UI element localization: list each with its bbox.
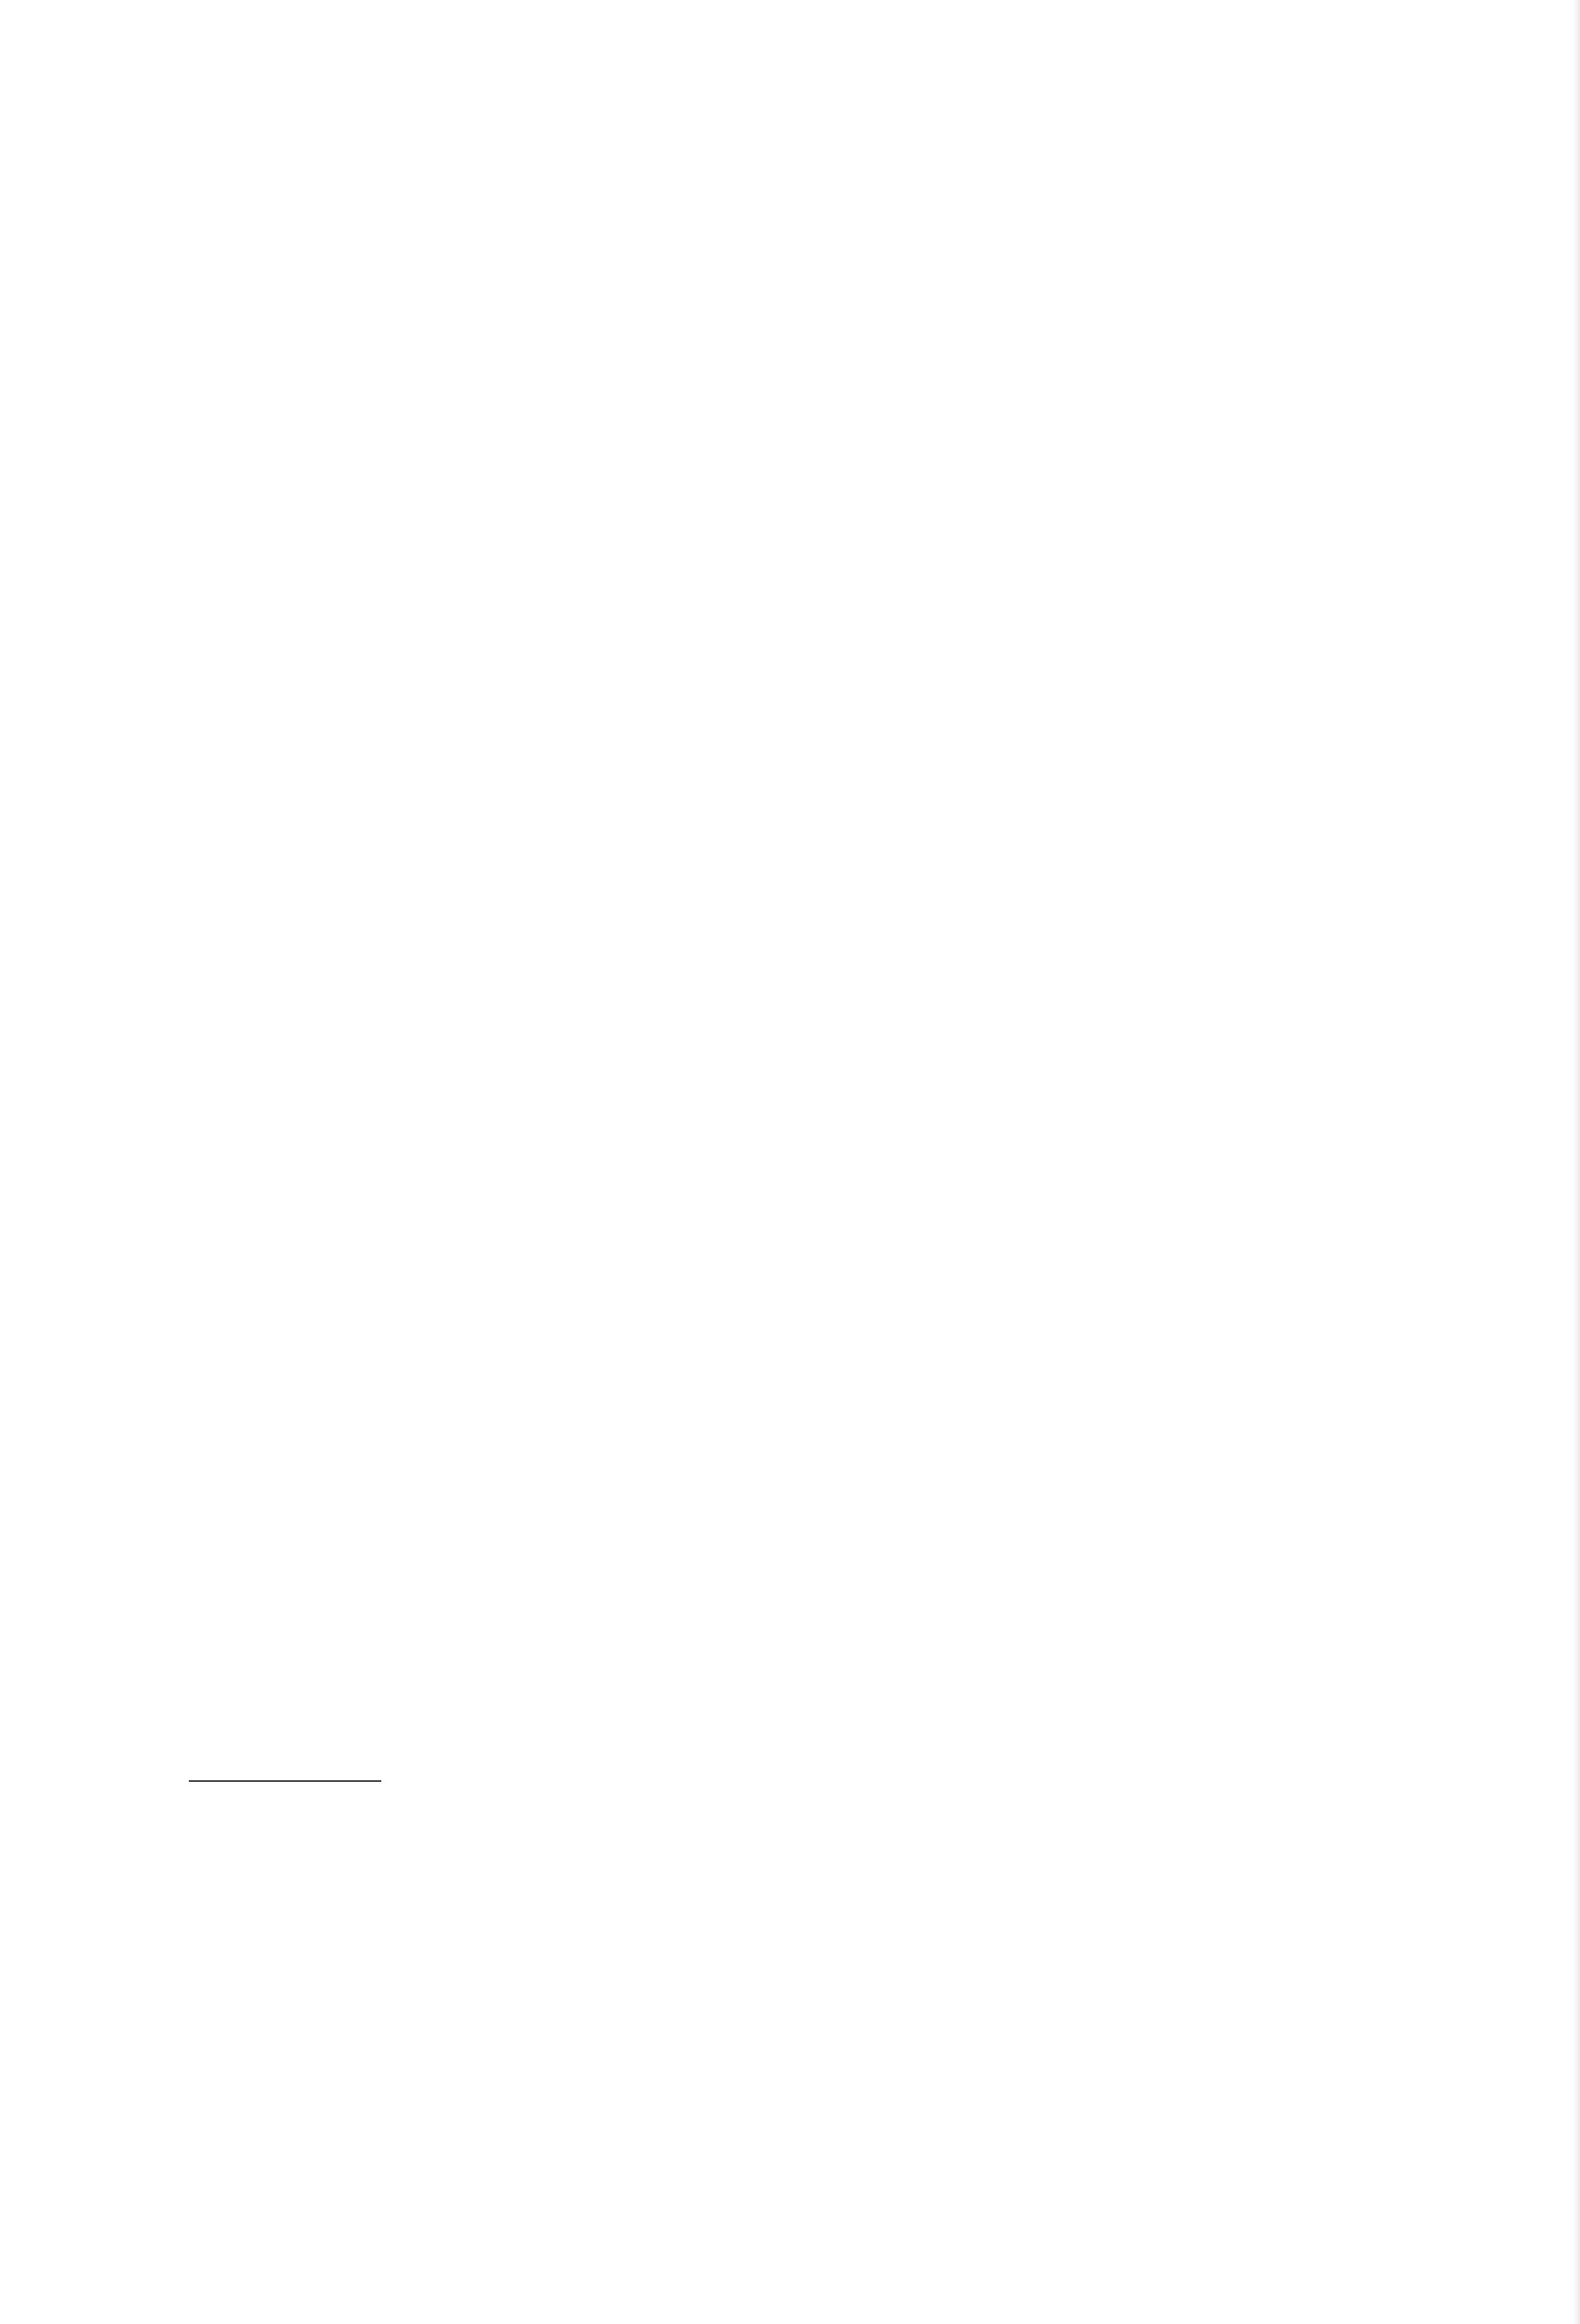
footnote-rule [189,1780,381,1782]
page-edge-shadow [1573,0,1580,2324]
